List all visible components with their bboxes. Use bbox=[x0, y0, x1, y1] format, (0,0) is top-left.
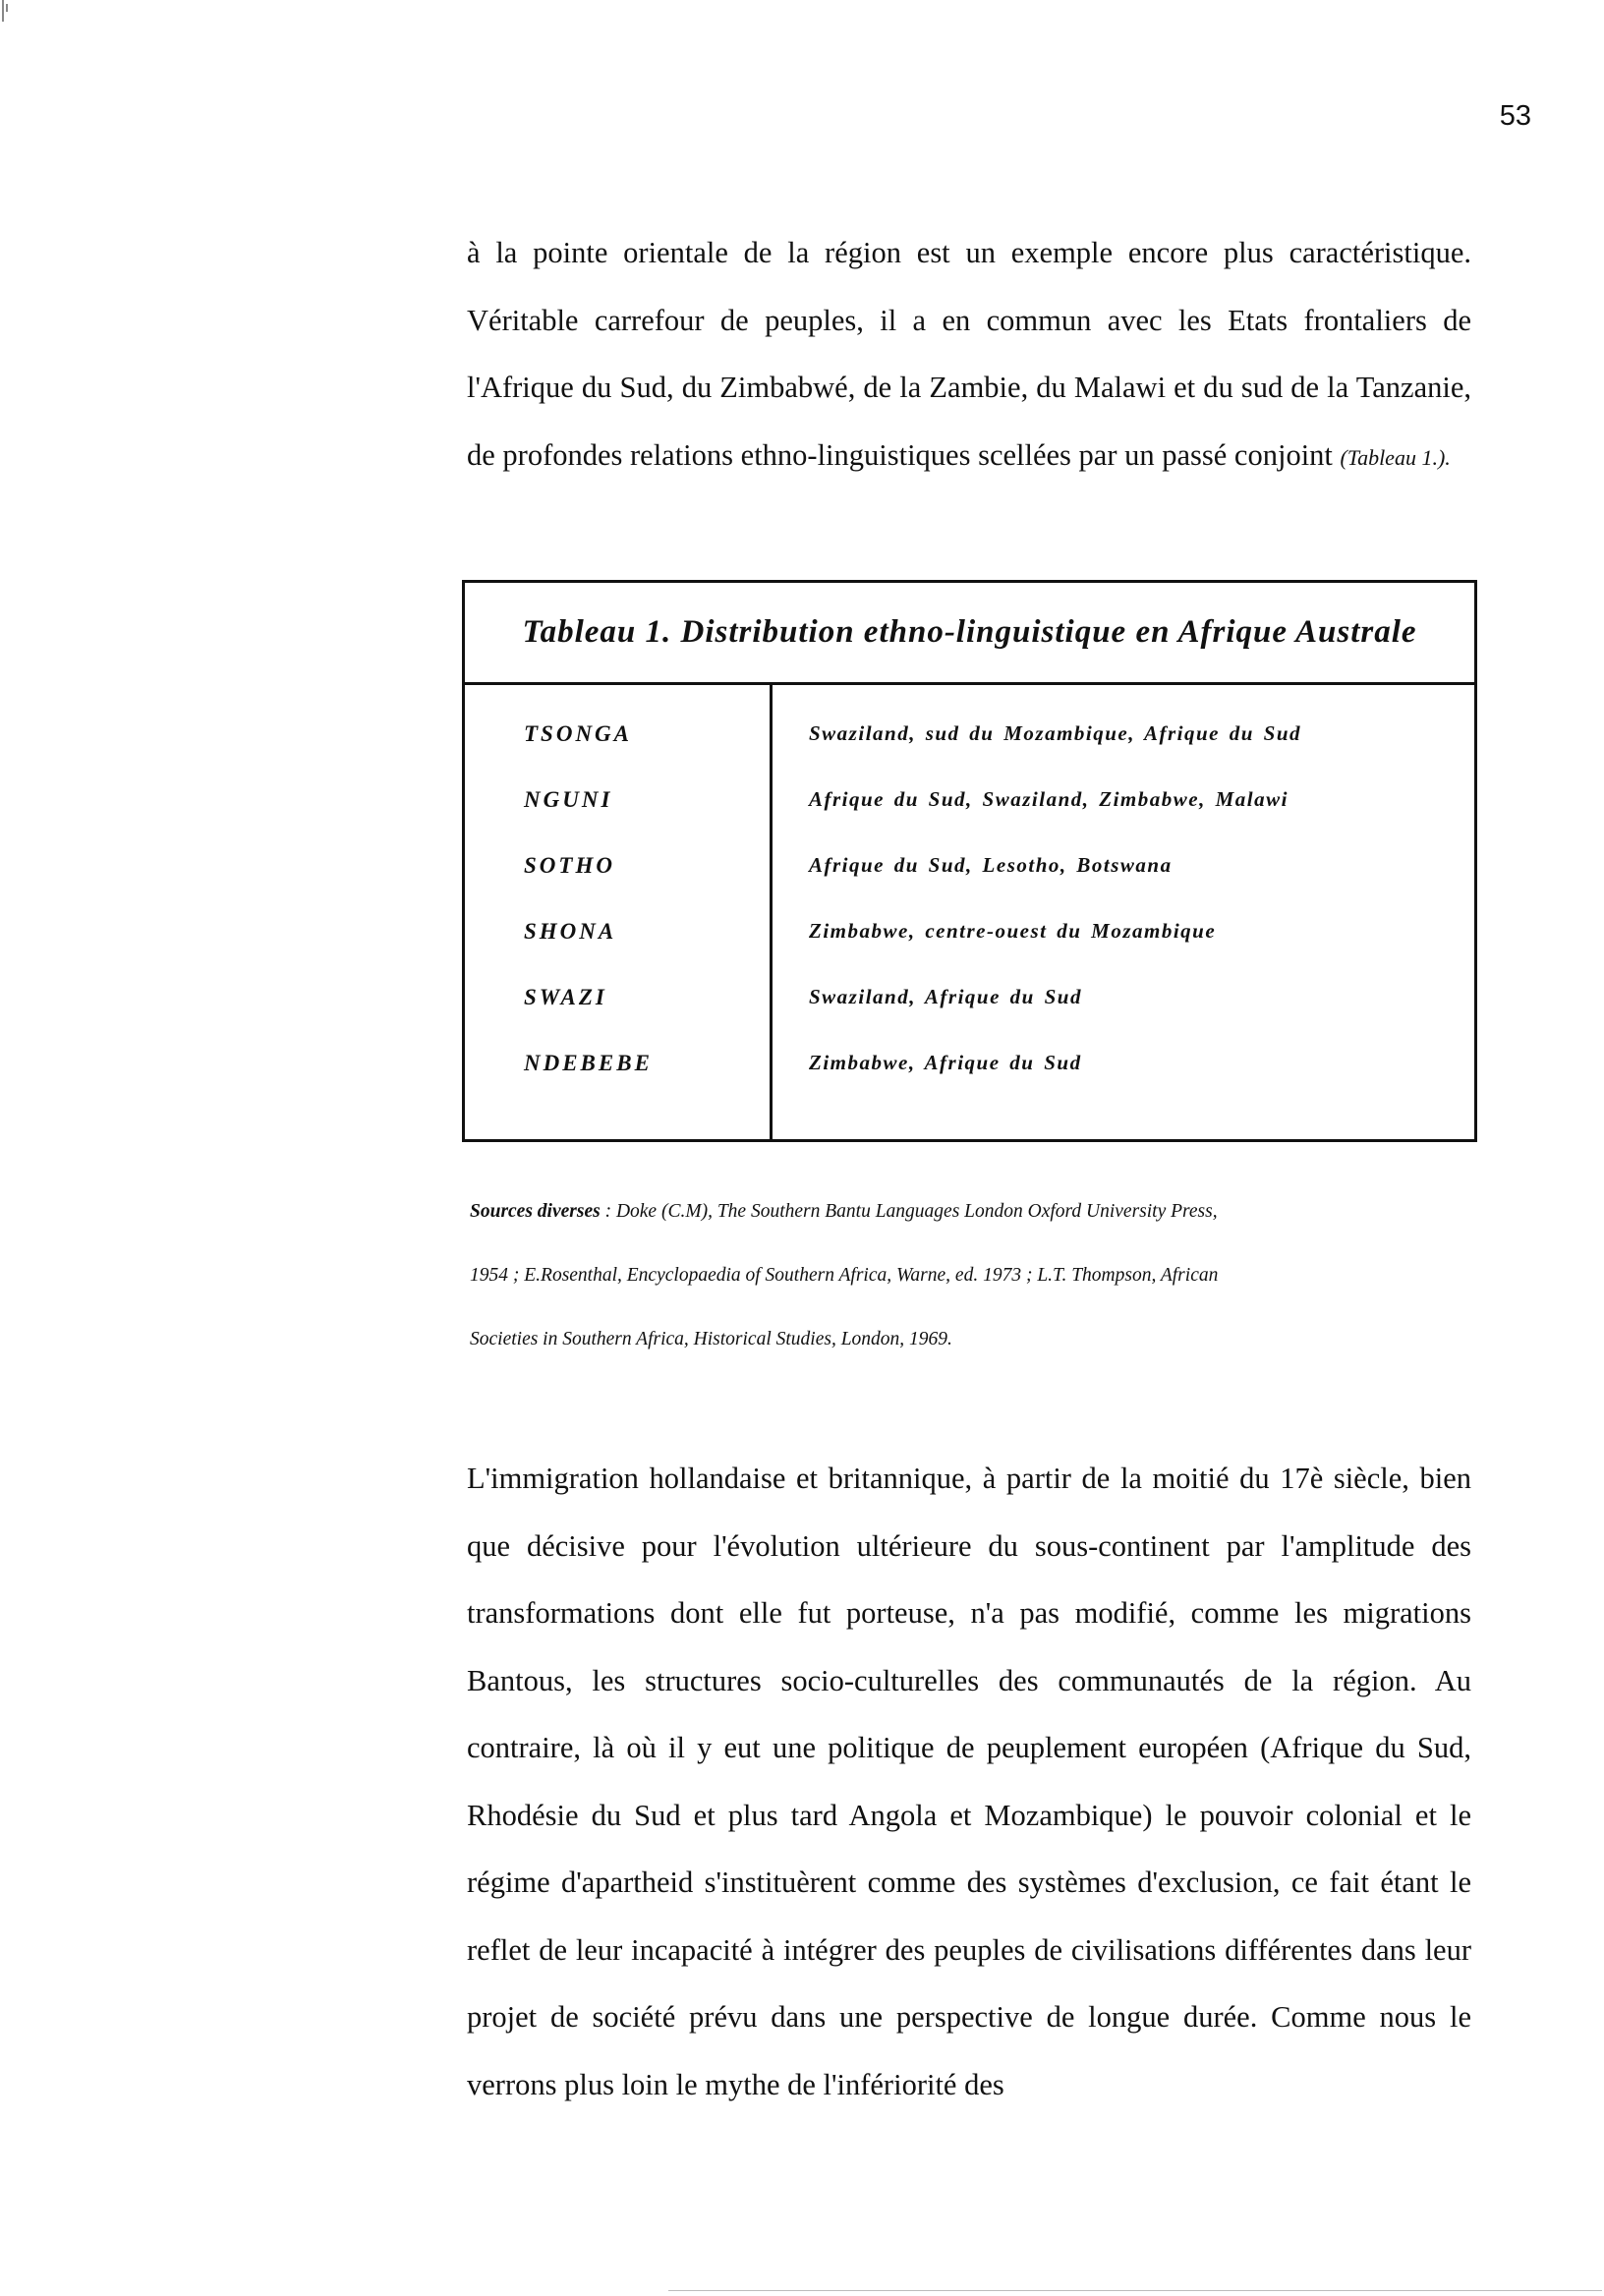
table-title: Tableau 1. Distribution ethno-linguistique en Afrique Australe bbox=[465, 583, 1474, 685]
scan-mark-bottom-line bbox=[668, 2290, 1602, 2291]
group-name: SOTHO bbox=[524, 852, 615, 878]
sources-line-1-text: : Doke (C.M), The Southern Bantu Languages London Oxford University Press, bbox=[600, 1201, 1218, 1222]
paragraph-2 bbox=[467, 1445, 1471, 2118]
group-name: TSONGA bbox=[524, 720, 633, 746]
table-sources bbox=[470, 1179, 1472, 1371]
ethno-linguistic-table bbox=[462, 580, 1477, 1142]
paragraph-1 bbox=[467, 219, 1471, 491]
page-number: 53 bbox=[1499, 100, 1531, 132]
group-countries: Swaziland, Afrique du Sud bbox=[809, 985, 1082, 1008]
sources-lead: Sources diverses bbox=[470, 1201, 601, 1222]
group-name: SHONA bbox=[524, 918, 617, 944]
group-countries: Zimbabwe, Afrique du Sud bbox=[809, 1051, 1082, 1074]
table-row bbox=[465, 767, 1474, 832]
table-body bbox=[465, 685, 1474, 1139]
scan-mark-top-left-tick bbox=[6, 4, 8, 12]
table-row bbox=[465, 964, 1474, 1030]
table-row bbox=[465, 1030, 1474, 1096]
group-name: SWAZI bbox=[524, 984, 607, 1009]
table-row bbox=[465, 701, 1474, 767]
sources-line-2: 1954 ; E.Rosenthal, Encyclopaedia of Southern Africa, Warne, ed. 1973 ; L.T. Thompson, African bbox=[470, 1265, 1219, 1286]
paragraph-2-text: L'immigration hollandaise et britannique, à partir de la moitié du 17è siècle, bien que décisive pour l'évolution ultérieure du sous-continent par l'amplitude des transformations dont elle fut porteuse, n'a pas modifié, comme les migrations Bantous, les structures socio-culturelles des communautés de la région. Au contraire, là où il y eut une politique de peuplement européen (Afrique du Sud, Rhodésie du Sud et plus tard Angola et Mozambique) le pouvoir colonial et le régime d'apartheid s'instituèrent comme des systèmes d'exclusion, ce fait étant le reflet de leur incapacité à intégrer des peuples de civilisations différentes dans leur projet de société prévu dans une perspective de longue durée. Comme nous le verrons plus loin le mythe de l'infériorité des bbox=[467, 1462, 1471, 2101]
group-countries: Zimbabwe, centre-ouest du Mozambique bbox=[809, 919, 1217, 943]
paragraph-1-body: à la pointe orientale de la région est un exemple encore plus caractéristique. Véritable carrefour de peuples, il a en commun avec les Etats frontaliers de l'Afrique du Sud, du Zimbabwé, de la Zambie, du Malawi et du sud de la Tanzanie, de profondes relations ethno-linguistiques scellées par un passé conjoint bbox=[467, 236, 1471, 472]
group-countries: Afrique du Sud, Swaziland, Zimbabwe, Malawi bbox=[809, 787, 1289, 811]
table-row bbox=[465, 898, 1474, 964]
table-reference: (Tableau 1.). bbox=[1340, 444, 1451, 470]
group-name: NDEBEBE bbox=[524, 1050, 653, 1075]
group-name: NGUNI bbox=[524, 786, 613, 812]
group-countries: Swaziland, sud du Mozambique, Afrique du Sud bbox=[809, 721, 1302, 745]
paragraph-1-text bbox=[467, 219, 1471, 491]
table-row bbox=[465, 832, 1474, 898]
group-countries: Afrique du Sud, Lesotho, Botswana bbox=[809, 853, 1173, 877]
scan-mark-top-left bbox=[2, 0, 4, 22]
sources-line-3: Societies in Southern Africa, Historical Studies, London, 1969. bbox=[470, 1329, 952, 1349]
sources-line-1 bbox=[470, 1179, 1472, 1243]
